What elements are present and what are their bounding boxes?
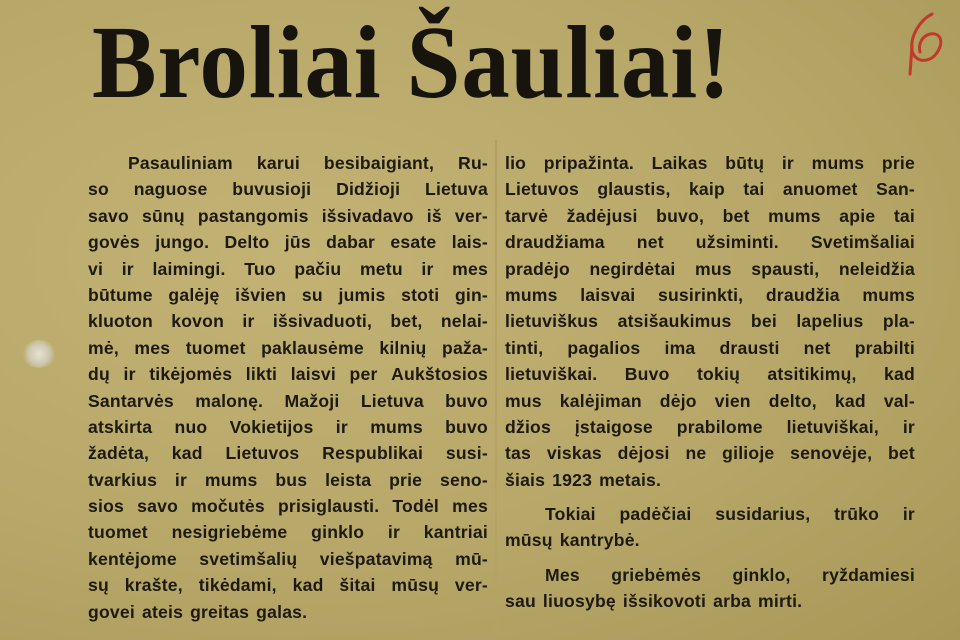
word: Delto: [224, 232, 270, 253]
word: nuo: [174, 416, 208, 437]
word: delto,: [768, 390, 817, 411]
word: ver-: [454, 575, 488, 596]
text-line: [88, 414, 488, 440]
text-line: [505, 150, 915, 176]
text-line: [88, 256, 488, 282]
word: Lietuvos: [505, 179, 579, 200]
word: ne: [685, 443, 707, 464]
word: Svetimšaliai: [810, 232, 915, 253]
word: savo: [88, 205, 129, 226]
word: išsikovoti: [622, 591, 707, 612]
word: žadėjusi: [566, 205, 638, 226]
word: Tokiai: [545, 504, 596, 525]
word: tai: [743, 179, 765, 200]
word: močutės: [191, 496, 265, 517]
paragraph-gap: [505, 493, 915, 501]
word: svetimšalių: [199, 548, 298, 569]
word: Aukštosios: [391, 364, 488, 385]
word: Lietuva: [360, 390, 424, 411]
word: mirti.: [758, 591, 803, 612]
word: likti: [245, 364, 278, 385]
word: pagalios: [567, 337, 641, 358]
word: mums: [370, 416, 423, 437]
word: susidarius,: [715, 504, 811, 525]
word: esate: [390, 232, 437, 253]
text-line: [88, 150, 488, 176]
word: prisiglausti.: [277, 496, 380, 517]
word: so: [88, 179, 109, 200]
text-line: [505, 467, 915, 493]
word: ir: [902, 416, 915, 437]
word: ryždamiesi: [822, 564, 915, 585]
word: tikėjomės: [149, 364, 233, 385]
text-line: [505, 388, 915, 414]
word: prabilti: [854, 337, 915, 358]
text-line: [505, 203, 915, 229]
word: draudžiama: [505, 232, 605, 253]
word: tas: [505, 443, 532, 464]
word: San-: [876, 179, 915, 200]
word: govei: [88, 601, 135, 622]
text-line: [88, 361, 488, 387]
word: Tuo: [244, 258, 276, 279]
word: būtume: [88, 284, 153, 305]
word: malonę.: [195, 390, 264, 411]
word: sūnų: [141, 205, 185, 226]
word: pastangomis: [197, 205, 309, 226]
word: per: [349, 364, 378, 385]
text-line: [88, 599, 488, 625]
word: ir: [335, 416, 348, 437]
word: užsiminti.: [695, 232, 779, 253]
word: Lietuvos: [225, 443, 300, 464]
word: neleidžia: [838, 258, 915, 279]
word: ir: [123, 364, 136, 385]
word: draudžia: [765, 284, 840, 305]
word: padėčiai: [619, 504, 692, 525]
word: šitai: [339, 575, 376, 596]
word: mums: [204, 469, 258, 490]
word: tokių: [696, 364, 741, 385]
word: kantrybė.: [559, 530, 640, 551]
word: Mažoji: [284, 390, 340, 411]
word: galėję: [168, 284, 220, 305]
text-line: [88, 282, 488, 308]
word: vien: [714, 390, 751, 411]
text-line: [505, 588, 915, 614]
paper-stain: [22, 340, 56, 368]
word: govės: [88, 232, 140, 253]
word: ginklo,: [732, 564, 791, 585]
word: pripažinta.: [543, 153, 634, 173]
paragraph-gap: [505, 554, 915, 562]
word: prie: [389, 469, 423, 490]
word: kad: [834, 390, 866, 411]
text-line: [505, 562, 915, 588]
word: mums: [811, 153, 865, 173]
word: būtų: [725, 153, 765, 173]
word: tuomet: [88, 522, 148, 543]
word: buvo: [445, 416, 488, 437]
word: seno-: [440, 469, 488, 490]
word: Respublikai: [322, 443, 424, 464]
word: mes: [452, 496, 488, 517]
word: trūko: [834, 504, 880, 525]
word: senovėje,: [790, 443, 873, 464]
word: paklausėme: [261, 337, 364, 358]
word: gin-: [454, 284, 488, 305]
word: bet: [722, 205, 750, 226]
word: ateis: [141, 601, 184, 622]
word: stoti: [401, 284, 440, 305]
word: išvien: [235, 284, 287, 305]
text-line: [505, 527, 915, 553]
word: įstaigose: [574, 416, 653, 437]
word: metu: [359, 258, 403, 279]
word: su: [301, 284, 323, 305]
word: mes: [134, 337, 171, 358]
word: tikėdami,: [198, 575, 277, 596]
text-line: [505, 176, 915, 202]
word: ver-: [454, 205, 488, 226]
word: lais-: [451, 232, 488, 253]
word: tuomet: [185, 337, 246, 358]
text-line: [88, 388, 488, 414]
word: drausti: [719, 337, 780, 358]
text-line: [505, 229, 915, 255]
word: naguose: [133, 179, 208, 200]
text-line: [88, 308, 488, 334]
word: sų: [88, 575, 109, 596]
word: kluoton: [88, 311, 153, 332]
word: besibaigiant,: [323, 153, 435, 173]
word: krašte,: [124, 575, 183, 596]
word: mes: [452, 258, 488, 279]
word: negirdėtai: [589, 258, 676, 279]
word: atskirta: [88, 416, 153, 437]
word: susi-: [445, 443, 488, 464]
right-column: [505, 150, 915, 615]
word: Didžioji: [336, 179, 401, 200]
word: tinti,: [505, 337, 544, 358]
word: kilnių: [379, 337, 427, 358]
word: dabar: [326, 232, 376, 253]
word: sios: [88, 496, 125, 517]
word: leista: [325, 469, 372, 490]
word: kad: [171, 443, 203, 464]
headline: Broliai Šauliai!: [92, 5, 732, 120]
word: savo: [137, 496, 179, 517]
text-line: [88, 176, 488, 202]
word: buvusioji: [232, 179, 312, 200]
word: galas.: [256, 601, 308, 622]
word: nesigriebėme: [171, 522, 288, 543]
word: kad: [292, 575, 324, 596]
word: mūsų: [391, 575, 440, 596]
word: ir: [121, 258, 134, 279]
word: mus: [505, 390, 542, 411]
word: bet: [887, 443, 915, 464]
word: tarvė: [505, 205, 549, 226]
word: nelai-: [440, 311, 488, 332]
word: prie: [881, 153, 915, 173]
word: spausti,: [751, 258, 820, 279]
word: mums: [768, 205, 821, 226]
word: pačiu: [294, 258, 342, 279]
word: ir: [902, 504, 915, 525]
word: glaustis,: [597, 179, 671, 200]
word: džios: [505, 416, 551, 437]
word: iš: [426, 205, 442, 226]
word: pradėjo: [505, 258, 570, 279]
word: susirinkti,: [657, 284, 744, 305]
word: greitas: [190, 601, 250, 622]
word: karui: [256, 153, 300, 173]
word: mums: [505, 284, 558, 305]
word: Buvo: [624, 364, 670, 385]
word: val-: [883, 390, 915, 411]
word: 1923: [552, 469, 593, 490]
text-line: [505, 501, 915, 527]
text-line: [505, 256, 915, 282]
word: išsivadavo: [321, 205, 414, 226]
text-line: [88, 467, 488, 493]
text-line: [88, 546, 488, 572]
word: lio: [505, 153, 527, 173]
word: Pasauliniam: [128, 153, 233, 173]
word: lietuviškus: [505, 311, 599, 332]
text-line: [88, 440, 488, 466]
word: metais.: [599, 469, 662, 490]
word: apie: [839, 205, 876, 226]
text-line: [88, 572, 488, 598]
word: pla-: [882, 311, 915, 332]
word: ir: [174, 469, 188, 490]
text-line: [505, 308, 915, 334]
text-line: [88, 203, 488, 229]
word: paža-: [442, 337, 488, 358]
word: ir: [387, 522, 401, 543]
word: laisvi: [290, 364, 336, 385]
text-line: [88, 335, 488, 361]
word: dėjosi: [617, 443, 670, 464]
text-line: [88, 493, 488, 519]
word: liuosybę: [542, 591, 616, 612]
text-line: [505, 361, 915, 387]
word: bus: [275, 469, 308, 490]
word: buvo: [445, 390, 488, 411]
word: kovon: [171, 311, 225, 332]
word: vi: [88, 258, 104, 279]
word: tvarkius: [88, 469, 158, 490]
word: Lietuva: [425, 179, 488, 200]
word: arba: [713, 591, 752, 612]
word: mė,: [88, 337, 119, 358]
word: žadėta,: [88, 443, 150, 464]
text-line: [505, 282, 915, 308]
word: buvo,: [656, 205, 705, 226]
text-line: [505, 335, 915, 361]
word: sau: [505, 591, 536, 612]
word: tai: [893, 205, 915, 226]
word: mus: [695, 258, 732, 279]
text-line: [88, 229, 488, 255]
word: atsitikimų,: [767, 364, 857, 385]
text-line: [505, 414, 915, 440]
word: ima: [664, 337, 696, 358]
word: Todėl: [392, 496, 440, 517]
word: šiais: [505, 469, 546, 490]
word: Ru-: [458, 153, 488, 173]
word: atsišaukimus: [617, 311, 732, 332]
word: gilioje: [722, 443, 775, 464]
word: Vokietijos: [229, 416, 314, 437]
word: ir: [242, 311, 255, 332]
word: viskas: [546, 443, 602, 464]
column-divider: [495, 140, 497, 640]
left-column: [88, 150, 488, 625]
word: kalėjiman: [559, 390, 642, 411]
word: griebėmės: [611, 564, 702, 585]
word: mums: [862, 284, 915, 305]
word: net: [636, 232, 664, 253]
word: ir: [781, 153, 794, 173]
word: Mes: [545, 564, 580, 585]
word: Laikas: [651, 153, 708, 173]
word: kaip: [688, 179, 725, 200]
word: dų: [88, 364, 110, 385]
word: net: [803, 337, 831, 358]
word: Santarvės: [88, 390, 174, 411]
word: bet,: [390, 311, 423, 332]
text-line: [505, 440, 915, 466]
word: jūs: [284, 232, 311, 253]
word: mū-: [455, 548, 488, 569]
word: ir: [421, 258, 434, 279]
word: prabilome: [676, 416, 763, 437]
word: kentėjome: [88, 548, 177, 569]
word: jumis: [338, 284, 386, 305]
word: išsivaduoti,: [272, 311, 373, 332]
word: kad: [884, 364, 915, 385]
handwritten-page-number: [898, 6, 960, 76]
word: lietuviškai.: [505, 364, 598, 385]
word: bei: [750, 311, 777, 332]
word: anuomet: [782, 179, 858, 200]
word: ginklo: [311, 522, 365, 543]
word: dėjo: [659, 390, 697, 411]
word: jungo.: [155, 232, 210, 253]
word: lietuviškai,: [786, 416, 879, 437]
word: viešpatavimą: [319, 548, 433, 569]
word: laimingi.: [152, 258, 226, 279]
text-line: [88, 519, 488, 545]
word: laisvai: [580, 284, 636, 305]
word: kantriai: [423, 522, 488, 543]
word: lapelius: [796, 311, 864, 332]
word: mūsų: [505, 530, 553, 551]
